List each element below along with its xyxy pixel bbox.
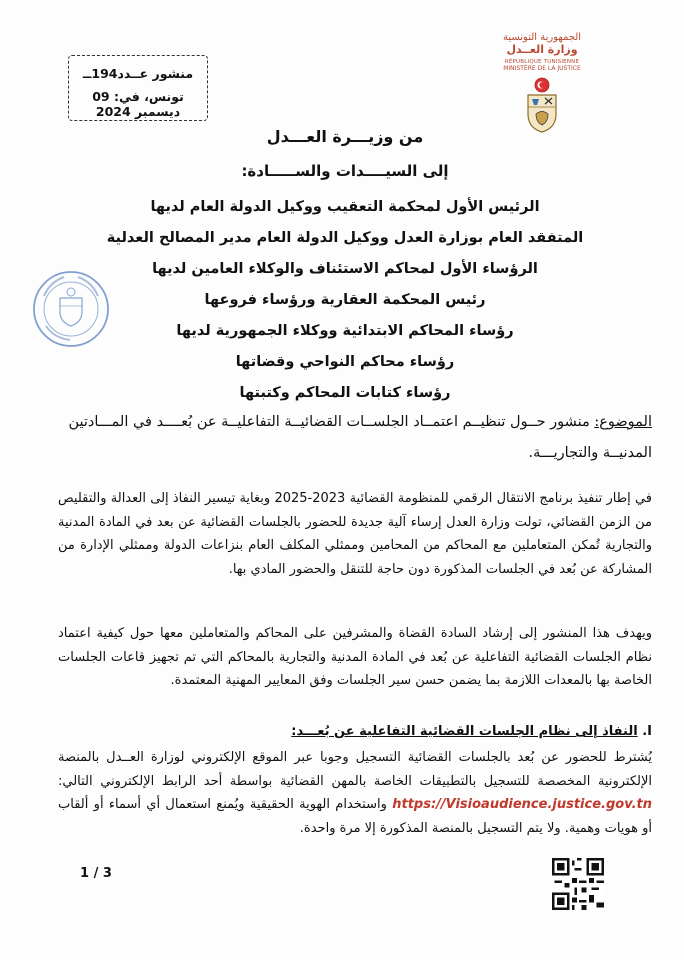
coat-of-arms-icon [522,76,562,134]
recipient-line: رؤساء المحاكم الابتدائية ووكلاء الجمهورية لديها [176,323,514,339]
subject-line [58,407,652,469]
recipients-list [100,192,590,409]
circular-number: منشور عــدد194ــ [82,66,194,81]
body-paragraph-3 [58,746,652,840]
recipient-line: رئيس المحكمة العقارية ورؤساء فروعها [204,292,486,308]
body-paragraph-2: ويهدف هذا المنشور إلى إرشاد السادة القضاة والمشرفين على المحاكم والمتعاملين معها حول كيفية اعتماد نظام الجلسات القضائية التفاعلية عن بُعد في المادة المدنية والتجارية بالمحاكم التي تم تجهيز قاعات الجلسات الخاصة بها بالمعدات اللازمة بما يضمن حسن سير الجلسات وفق المعايير المهنية المعتمدة. [58,626,652,688]
subject-label: الموضوع: [594,414,652,430]
recipient-line: رؤساء محاكم النواحي وقضاتها [235,354,455,370]
emblem-ministry-ar: وزارة العــدل [506,43,578,56]
section-heading [58,724,652,739]
recipient-line: رؤساء كتابات المحاكم وكتبتها [239,385,451,401]
circular-date: تونس، في: 09 ديسمبر 2024 [92,89,184,119]
recipient-line: الرئيس الأول لمحكمة التعقيب ووكيل الدولة العام لديها [150,199,540,215]
emblem-ministry-fr: MINISTÈRE DE LA JUSTICE [503,65,581,72]
sender-line: من وزيـــرة العـــدل [266,127,424,146]
body-paragraph-1: في إطار تنفيذ برنامج الانتقال الرقمي للمنظومة القضائية 2023-2025 وبغاية تيسير النفاذ إلى العدالة والتقليص من الزمن القضائي، تولت وزارة العدل إرساء آلية جديدة للحضور بالجلسات القضائية عن بعد في المادة المدنية والتجارية تُمكن المتعاملين مع المحاكم من المحامين وممثلي المكلف العام بنزاعات الدولة وممثلي الإدارة من المشاركة عن بُعد في الجلسات المذكورة دون حاجة للتنقل والحضور المادي بها. [58,491,652,577]
emblem-republic-fr: RÉPUBLIQUE TUNISIENNE [504,59,580,65]
reference-box [68,55,208,121]
emblem-republic-ar: الجمهورية التونسية [502,32,582,43]
section-number: I. [642,724,652,739]
recipient-line: الرؤساء الأول لمحاكم الاستئناف والوكلاء العامين لديها [152,261,538,277]
addressee-heading: إلى السيــــدات والســـــادة: [241,162,449,180]
registration-link[interactable]: https://Visioaudience.justice.gov.tn [392,797,653,812]
subject-text: منشور حــول تنظيــم اعتمــاد الجلســات القضائيــة التفاعليــة عن بُعــــد في المـــادتين المدنيــة والتجاريـــة. [68,414,652,461]
page-number: 1 / 3 [80,866,112,881]
paragraph3-text-after: واستخدام الهوية الحقيقية ويُمنع استعمال أي أسماء أو ألقاب أو هويات وهمية. ولا يتم التسجيل بالمنصة المذكورة إلا مرة واحدة. [58,797,652,836]
qr-code-icon [552,858,604,910]
paragraph3-text-before: يُشترط للحضور عن بُعد بالجلسات القضائية التسجيل وجوبا عبر الموقع الإلكتروني لوزارة العــدل بالمنصة الإلكترونية المخصصة للتسجيل بالتطبيقات الخاصة بالمهن القضائية بواسطة أحد الرابط الإلكتروني التالي: [58,750,652,789]
recipient-line: المتفقد العام بوزارة العدل ووكيل الدولة العام مدير المصالح العدلية [106,230,584,246]
ministry-emblem [482,32,602,134]
section-title: النفاذ إلى نظام الجلسات القضائية التفاعلية عن بُعـــد: [291,724,638,739]
